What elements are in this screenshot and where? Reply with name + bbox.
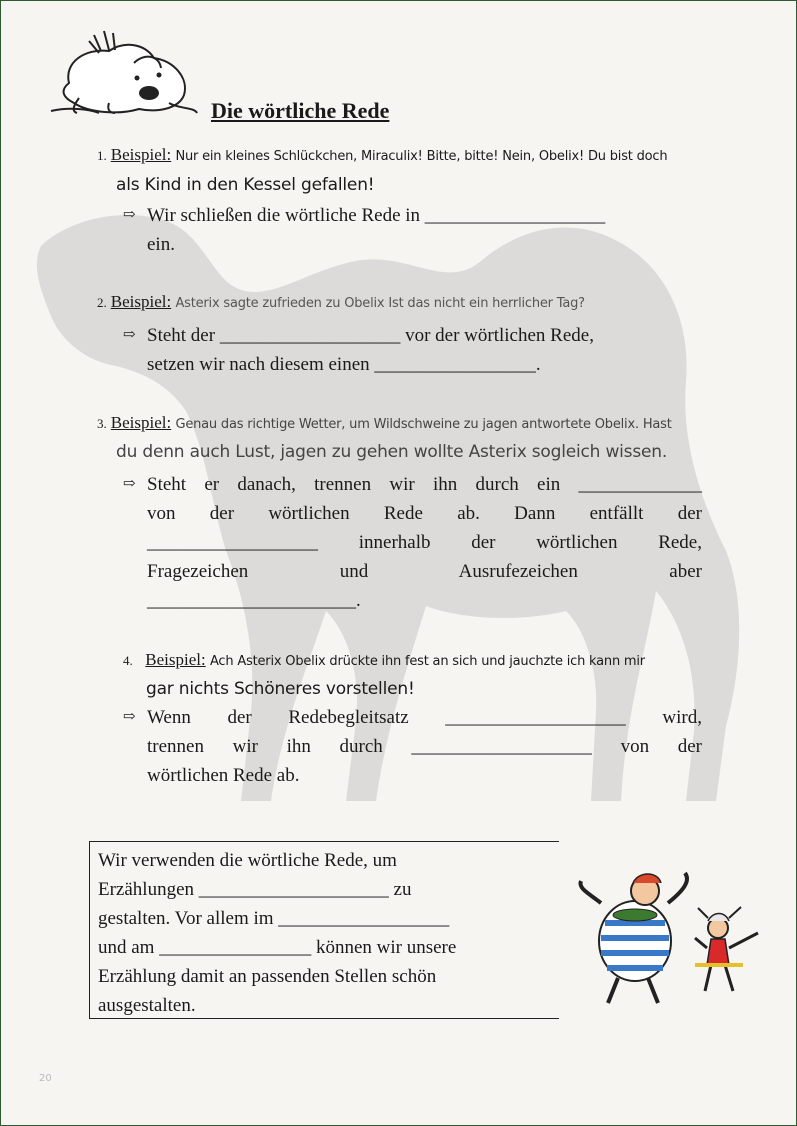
example-2-header xyxy=(97,291,585,315)
summary-line: Wir verwenden die wörtliche Rede, um xyxy=(98,850,397,871)
page-title: Die wörtliche Rede xyxy=(211,98,390,123)
example-3-quote-cont: du denn auch Lust, jagen zu gehen wollte Asterix sogleich wissen. xyxy=(116,442,668,462)
answer-line: wörtlichen Rede ab. xyxy=(147,765,300,786)
answer-line: ______________________. xyxy=(147,590,361,611)
idefix-dog-icon xyxy=(49,23,199,118)
arrow-right-icon: ⇨ xyxy=(123,476,136,492)
example-3-answer xyxy=(123,470,702,615)
example-label: Beispiel: xyxy=(145,650,206,669)
answer-line: ein. xyxy=(147,234,175,255)
example-quote: Asterix sagte zufrieden zu Obelix Ist das nicht ein herrlicher Tag? xyxy=(175,296,585,311)
answer-line: Wenn der Redebegleitsatz ___________________ wird, xyxy=(147,707,702,728)
answer-line: Steht er danach, trennen wir ihn durch ein _____________ xyxy=(147,474,702,495)
answer-line: Steht der ___________________ vor der wörtlichen Rede, xyxy=(147,325,594,346)
example-label: Beispiel: xyxy=(110,145,172,164)
example-number: 2. xyxy=(97,295,107,310)
summary-line: gestalten. Vor allem im __________________ xyxy=(98,908,450,929)
example-label: Beispiel: xyxy=(110,413,172,432)
example-4-quote-cont: gar nichts Schöneres vorstellen! xyxy=(146,679,415,699)
example-4-answer xyxy=(123,703,702,790)
example-quote: Ach Asterix Obelix drückte ihn fest an sich und jauchzte ich kann mir xyxy=(209,654,645,669)
answer-line: trennen wir ihn durch ___________________ von der xyxy=(147,736,702,757)
answer-line: Fragezeichen und Ausrufezeichen aber xyxy=(147,561,702,582)
summary-line: Erzählungen ____________________ zu xyxy=(98,879,412,900)
answer-line: von der wörtlichen Rede ab. Dann entfällt der xyxy=(147,503,702,524)
example-3-header xyxy=(97,412,672,436)
example-number: 3. xyxy=(97,416,107,431)
example-2-answer xyxy=(123,321,702,379)
summary-line: ausgestalten. xyxy=(98,995,196,1016)
example-number: 1. xyxy=(97,148,107,163)
example-quote: Nur ein kleines Schlückchen, Miraculix! Bitte, bitte! Nein, Obelix! Du bist doch xyxy=(175,149,668,164)
summary-line: und am ________________ können wir unsere xyxy=(98,937,457,958)
answer-line: setzen wir nach diesem einen _________________. xyxy=(147,354,541,375)
arrow-right-icon: ⇨ xyxy=(123,709,136,725)
example-number: 4. xyxy=(123,653,133,668)
arrow-right-icon: ⇨ xyxy=(123,327,136,343)
page-number: 20 xyxy=(39,1073,52,1084)
summary-text xyxy=(98,846,538,1020)
example-quote: Genau das richtige Wetter, um Wildschweine zu jagen antwortete Obelix. Hast xyxy=(175,417,672,432)
example-4-header xyxy=(123,649,645,673)
answer-line: __________________ innerhalb der wörtlichen Rede, xyxy=(147,532,702,553)
obelix-asterix-icon xyxy=(573,863,773,1013)
example-1-answer xyxy=(123,201,702,259)
answer-line: Wir schließen die wörtliche Rede in ___________________ xyxy=(147,205,606,226)
example-1-header xyxy=(97,144,667,168)
example-label: Beispiel: xyxy=(110,292,172,311)
summary-line: Erzählung damit an passenden Stellen schön xyxy=(98,966,437,987)
example-1-quote-cont: als Kind in den Kessel gefallen! xyxy=(116,175,375,195)
summary-box xyxy=(89,841,559,1019)
arrow-right-icon: ⇨ xyxy=(123,207,136,223)
